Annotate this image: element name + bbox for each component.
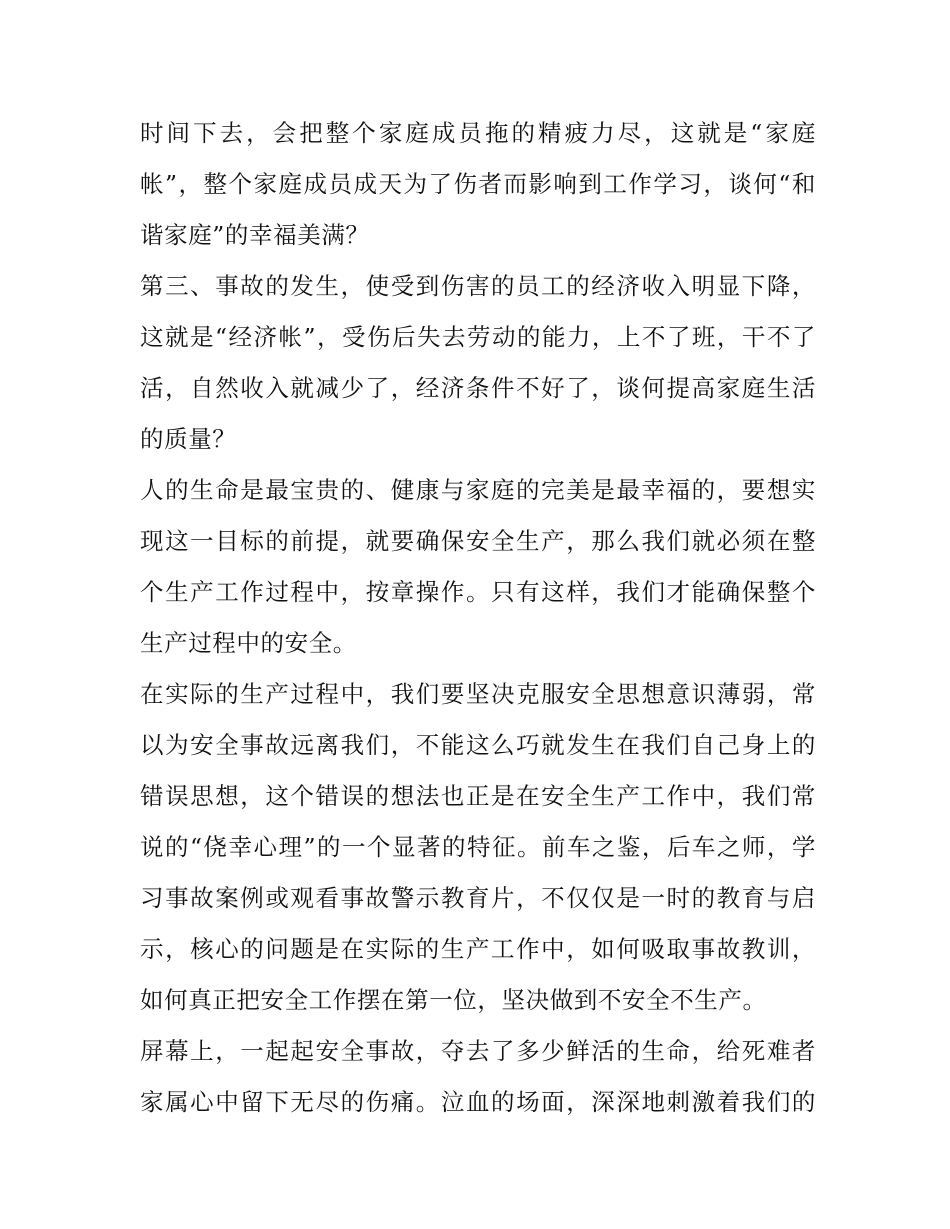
text-line: 的质量？ [140, 425, 237, 453]
text-line: 时间下去，会把整个家庭成员拖的精疲力尽，这就是“家庭 [140, 119, 816, 147]
text-line: 以为安全事故远离我们，不能这么巧就发生在我们自己身上的 [140, 731, 816, 759]
text-line: 说的“侥幸心理”的一个显著的特征。前车之鉴，后车之师，学 [140, 833, 816, 861]
text-line: 人的生命是最宝贵的、健康与家庭的完美是最幸福的，要想实 [140, 476, 816, 504]
body-text [140, 108, 816, 1128]
text-line: 生产过程中的安全。 [140, 629, 357, 657]
text-line: 习事故案例或观看事故警示教育片，不仅仅是一时的教育与启 [140, 884, 816, 912]
text-line: 错误思想，这个错误的想法也正是在安全生产工作中，我们常 [140, 782, 816, 810]
text-line: 如何真正把安全工作摆在第一位，坚决做到不安全不生产。 [140, 986, 767, 1014]
text-line: 屏幕上，一起起安全事故，夺去了多少鲜活的生命，给死难者 [140, 1037, 816, 1065]
text-line: 家属心中留下无尽的伤痛。泣血的场面，深深地刺激着我们的 [140, 1088, 816, 1116]
text-line: 个生产工作过程中，按章操作。只有这样，我们才能确保整个 [140, 578, 816, 606]
text-line: 现这一目标的前提，就要确保安全生产，那么我们就必须在整 [140, 527, 816, 555]
text-line: 帐”，整个家庭成员成天为了伤者而影响到工作学习，谈何“和 [140, 170, 816, 198]
text-line: 示，核心的问题是在实际的生产工作中，如何吸取事故教训， [140, 935, 816, 963]
text-line: 这就是“经济帐”，受伤后失去劳动的能力，上不了班，干不了 [140, 323, 816, 351]
text-line: 在实际的生产过程中，我们要坚决克服安全思想意识薄弱，常 [140, 680, 816, 708]
text-line: 第三、事故的发生，使受到伤害的员工的经济收入明显下降， [140, 272, 816, 300]
text-line: 活，自然收入就减少了，经济条件不好了，谈何提高家庭生活 [140, 374, 816, 402]
text-line: 谐家庭”的幸福美满？ [140, 221, 370, 249]
